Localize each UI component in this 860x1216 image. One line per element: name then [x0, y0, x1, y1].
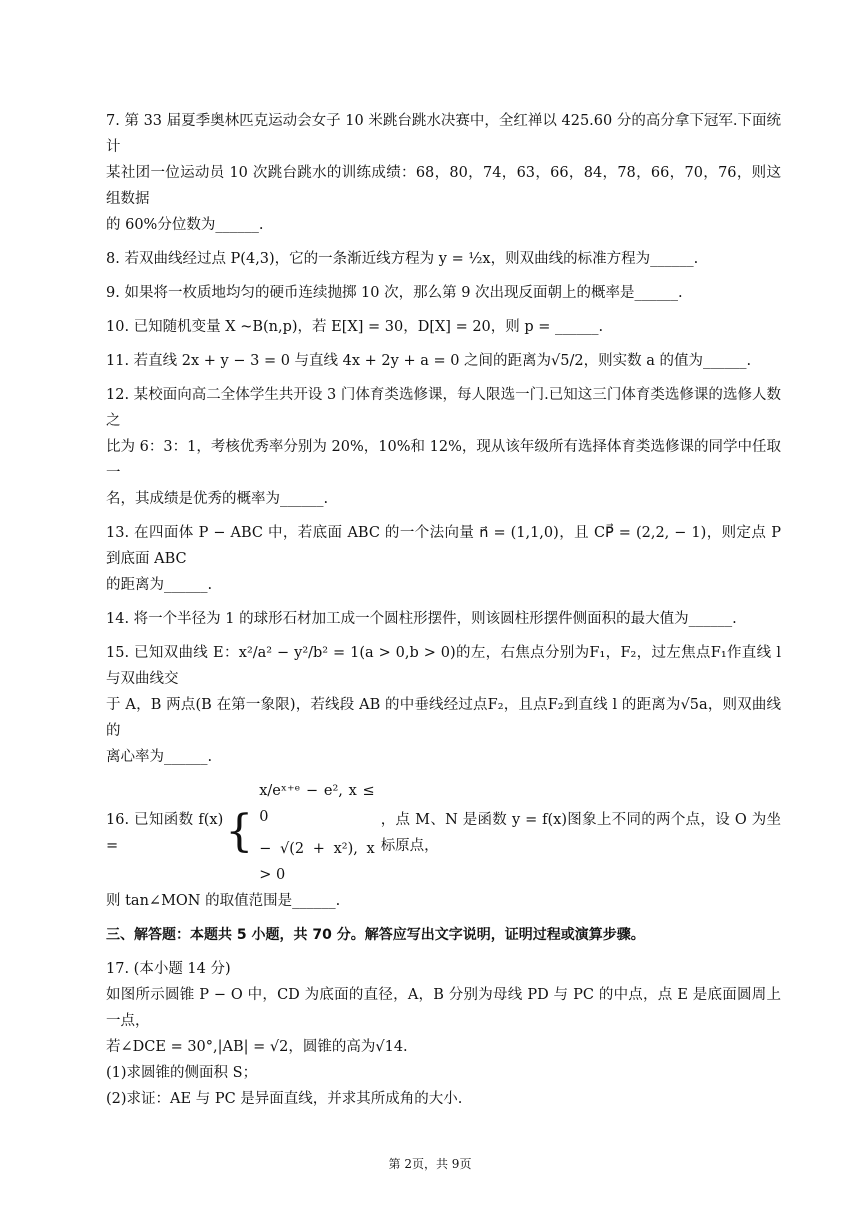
question-12-line-1: 12. 某校面向高二全体学生共开设 3 门体育类选修课，每人限选一门.已知这三门体育类选修课的选修人数之: [106, 387, 781, 429]
question-17-part-2: (2)求证：AE 与 PC 是异面直线，并求其所成角的大小.: [106, 1091, 463, 1107]
piecewise-brace: {: [225, 806, 254, 858]
question-17-header: 17. (本小题 14 分): [106, 961, 231, 977]
question-17-line-2: 若∠DCE = 30°,|AB| = √2，圆锥的高为√14.: [106, 1039, 408, 1055]
question-16-line-1: [106, 778, 781, 888]
question-7: [106, 108, 781, 238]
question-17: [106, 956, 781, 1112]
question-11-line-1: 11. 若直线 2x + y − 3 = 0 与直线 4x + 2y + a = 0 之间的距离为√5/2，则实数 a 的值为______.: [106, 353, 752, 369]
question-15-line-2: 于 A，B 两点(B 在第一象限)，若线段 AB 的中垂线经过点F₂，且点F₂到直线 l 的距离为√5a，则双曲线的: [106, 697, 781, 739]
page-content: [106, 108, 781, 1120]
question-7-line-1: 7. 第 33 届夏季奥林匹克运动会女子 10 米跳台跳水决赛中，全红禅以 425.60 分的高分拿下冠军.下面统计: [106, 113, 781, 155]
question-16: [106, 778, 781, 914]
question-11: [106, 348, 781, 374]
question-16-line-2: 则 tan∠MON 的取值范围是______.: [106, 893, 341, 909]
question-15-line-3: 离心率为______.: [106, 749, 213, 765]
question-15: [106, 640, 781, 770]
question-7-line-2: 某社团一位运动员 10 次跳台跳水的训练成绩：68，80，74，63，66，84，78，66，70，76，则这组数据: [106, 165, 781, 207]
question-8-line-1: 8. 若双曲线经过点 P(4,3)，它的一条渐近线方程为 y = ½x，则双曲线的标准方程为______.: [106, 251, 699, 267]
question-13-line-1: 13. 在四面体 P − ABC 中，若底面 ABC 的一个法向量 n⃗ = (1,1,0)，且 CP⃗ = (2,2, − 1)，则定点 P 到底面 ABC: [106, 525, 781, 567]
piecewise-case-1: x/eˣ⁺ᵉ − e², x ≤ 0: [259, 783, 375, 825]
question-14: [106, 606, 781, 632]
question-14-line-1: 14. 将一个半径为 1 的球形石材加工成一个圆柱形摆件，则该圆柱形摆件侧面积的最大值为______.: [106, 611, 737, 627]
question-13: [106, 520, 781, 598]
question-12-line-2: 比为 6：3：1，考核优秀率分别为 20%，10%和 12%，现从该年级所有选择体育类选修课的同学中任取一: [106, 439, 781, 481]
question-16-suffix: ，点 M、N 是函数 y = f(x)图象上不同的两个点，设 O 为坐标原点，: [380, 812, 781, 854]
piecewise-function: [259, 778, 374, 888]
question-13-line-2: 的距离为______.: [106, 577, 213, 593]
question-17-part-1: (1)求圆锥的侧面积 S；: [106, 1065, 258, 1081]
question-16-prefix: 16. 已知函数 f(x) =: [106, 812, 224, 854]
question-7-line-3: 的 60%分位数为______.: [106, 217, 264, 233]
question-10-line-1: 10. 已知随机变量 X ~B(n,p)，若 E[X] = 30，D[X] = 20，则 p = ______.: [106, 319, 604, 335]
question-15-line-1: 15. 已知双曲线 E：x²/a² − y²/b² = 1(a > 0,b > 0)的左，右焦点分别为F₁，F₂，过左焦点F₁作直线 l 与双曲线交: [106, 645, 781, 687]
question-12-line-3: 名，其成绩是优秀的概率为______.: [106, 491, 329, 507]
question-9: [106, 280, 781, 306]
section-title: 三、解答题：本题共 5 小题，共 70 分。解答应写出文字说明，证明过程或演算步骤。: [106, 927, 645, 943]
question-12: [106, 382, 781, 512]
question-17-line-1: 如图所示圆锥 P − O 中，CD 为底面的直径，A，B 分别为母线 PD 与 PC 的中点，点 E 是底面圆周上一点，: [106, 987, 781, 1029]
piecewise-case-2: − √(2 + x²), x > 0: [259, 841, 375, 883]
question-9-line-1: 9. 如果将一枚质地均匀的硬币连续抛掷 10 次，那么第 9 次出现反面朝上的概率是______.: [106, 285, 683, 301]
page-footer: 第 2页，共 9页: [388, 1157, 472, 1171]
question-8: [106, 246, 781, 272]
question-10: [106, 314, 781, 340]
